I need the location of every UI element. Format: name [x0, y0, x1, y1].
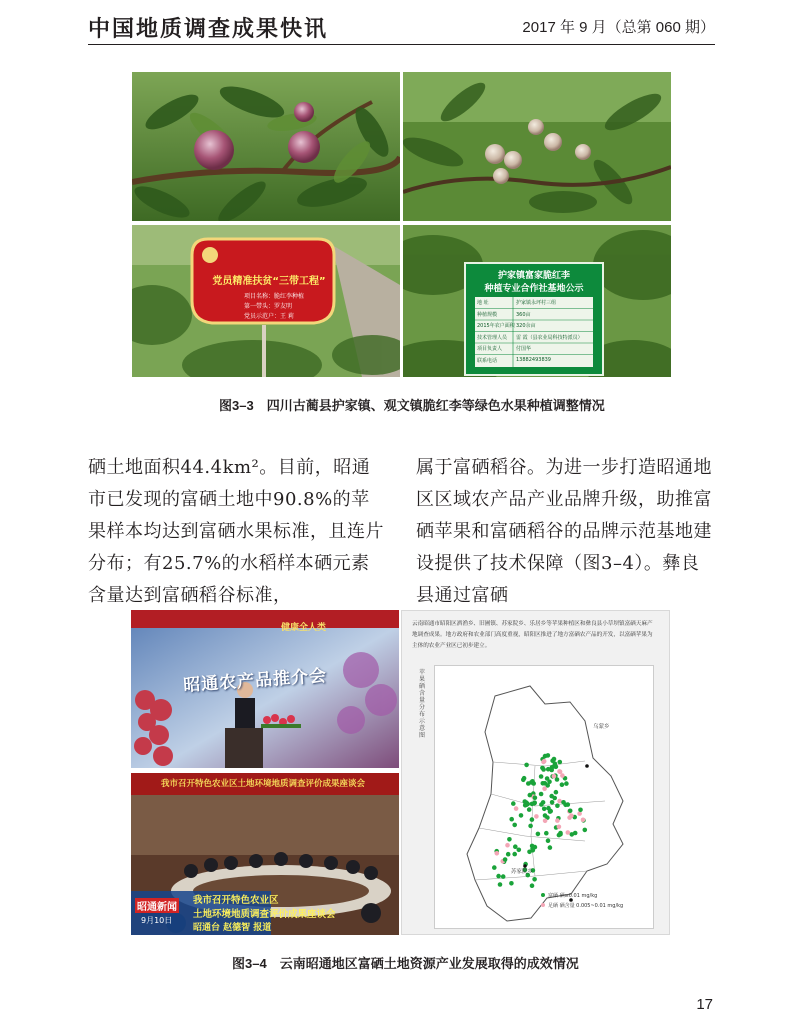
map-sample-dot	[530, 779, 535, 784]
map-sample-dot	[509, 817, 514, 822]
green-sign-row-value: 雷 霞（县农业局科技特派员）	[516, 334, 583, 341]
map-sample-dot	[578, 808, 583, 813]
map-sample-dot	[521, 778, 526, 783]
map-side-label: 苹果硒含量分布示意图	[419, 669, 426, 739]
map-sample-dot	[528, 793, 533, 798]
green-sign-row	[475, 345, 593, 355]
map-sample-dot	[566, 830, 571, 835]
legend-dot-pink	[541, 903, 545, 907]
green-sign-table	[475, 297, 593, 367]
map-sample-dot	[583, 828, 588, 833]
figure-3-4-caption: 图3–4 云南昭通地区富硒土地资源产业发展取得的成效情况	[232, 956, 579, 971]
map-sample-dot	[546, 767, 551, 772]
green-sign-row-value: 320余亩	[516, 323, 536, 329]
red-sign-line-2: 第一带头：罗友明	[244, 303, 293, 310]
green-sign-row-value: 付国华	[516, 346, 532, 352]
map-sample-dot	[546, 806, 551, 811]
green-sign-row	[475, 311, 593, 321]
green-sign-row	[475, 334, 593, 344]
map-sample-dot	[501, 874, 506, 879]
map-sample-dot	[555, 803, 560, 808]
meeting-banner-text: 我市召开特色农业区土地环境地质调查评价成果座谈会	[161, 779, 366, 789]
map-sample-dot	[498, 882, 503, 887]
map-sample-dot	[530, 817, 535, 822]
map-sample-dot	[527, 807, 532, 812]
map-sample-dot	[495, 851, 500, 856]
tv-subtitle-line-2: 土地环境地质调查评价成果座谈会	[193, 909, 336, 920]
map-sample-dot	[569, 813, 574, 818]
map-sample-dot	[547, 779, 552, 784]
map-town-label-1: 乌蒙乡	[593, 724, 610, 730]
map-town-label-2: 苏家院乡	[511, 869, 534, 875]
green-sign-row-key: 2015年农户面积	[477, 323, 515, 329]
map-sample-dot	[548, 845, 553, 850]
red-sign-title: 党员精准扶贫“三带工程”	[212, 276, 326, 287]
map-legend	[541, 892, 623, 909]
map-sample-dot	[552, 774, 557, 779]
green-sign-row-value: 护家镇永坪村三组	[516, 300, 557, 306]
green-sign-title-2: 种植专业合作社基地公示	[484, 284, 584, 294]
map-sample-dot	[536, 832, 541, 837]
body-text-right-column	[416, 452, 716, 612]
green-sign-row-key: 种植规模	[477, 311, 498, 318]
map-sample-dot	[553, 761, 558, 766]
green-sign-title-1: 护家镇富家脆红李	[497, 271, 570, 281]
green-sign-row-key: 地 址	[477, 300, 489, 306]
map-sample-dot	[539, 792, 544, 797]
map-sample-dot	[541, 767, 546, 772]
map-sample-dot	[517, 848, 522, 853]
map-sample-dot	[543, 813, 548, 818]
tv-subtitle-line-3: 昭通台 赵德智 报道	[193, 923, 272, 933]
map-sample-dot	[505, 843, 510, 848]
legend-label-2: 足硒 硒含量 0.005~0.01 mg/kg	[548, 903, 624, 909]
map-sample-dot	[541, 781, 546, 786]
map-sample-dot	[539, 802, 544, 807]
body-paragraph-left: 硒土地面积44.4km²。目前，昭通市已发现的富硒土地中90.8%的苹果样本均达到富硒水果标准，且连片分布；有25.7%的水稻样本硒元素含量达到富硒稻谷标准，	[88, 457, 384, 606]
map-sample-dot	[492, 865, 497, 870]
tv-subtitle-line-1: 我市召开特色农业区	[193, 895, 279, 906]
map-sample-dot	[513, 844, 518, 849]
map-sample-dot	[557, 799, 562, 804]
map-sample-dot	[514, 806, 519, 811]
red-sign-line-1: 项目名称：脆红李种植	[244, 293, 305, 300]
banner-title: 昭通农产品推介会	[182, 665, 328, 696]
map-description-text: 云南昭通市昭阳区洒渔乡、旧圃镇、苏家院乡、乐居乡等苹果种植区和彝良县小草坝镇富硒天麻产地调查成果。地方政府和农业部门高度重视，昭阳区推进了地方富硒农产品的开发，以富硒苹果为主体的农业产业区已初步建立。	[412, 621, 653, 649]
tv-news-logo: 昭通新闻	[135, 898, 179, 913]
map-sample-dot	[507, 837, 512, 842]
page-number: 17	[696, 996, 713, 1013]
map-sample-dot	[544, 831, 549, 836]
green-sign-row-key: 项目负责人	[477, 346, 503, 352]
legend-label-1: 富硒 硒≥0.01 mg/kg	[548, 893, 598, 899]
map-sample-dot	[543, 754, 548, 759]
map-sample-dot	[549, 794, 554, 799]
green-sign-row	[475, 322, 593, 332]
map-sample-dot	[552, 757, 557, 762]
green-sign-row	[475, 357, 593, 367]
map-sample-dot	[496, 874, 501, 879]
body-paragraph-right: 属于富硒稻谷。为进一步打造昭通地区区域农产品产业品牌升级，助推富硒苹果和富硒稻谷的品牌示范基地建设提供了技术保障（图3–4）。彝良县通过富硒	[416, 457, 712, 606]
map-sample-dot	[524, 763, 529, 768]
map-selenium-distribution	[401, 610, 670, 935]
map-sample-dot	[530, 883, 535, 888]
map-sample-dot	[581, 818, 586, 823]
map-sample-dot	[523, 799, 528, 804]
tv-news-date: 9月10日	[141, 916, 173, 925]
legend-dot-green	[541, 893, 545, 897]
map-sample-dot	[539, 774, 544, 779]
map-sample-dot	[554, 790, 559, 795]
map-sample-dot	[530, 846, 535, 851]
map-sample-dot	[560, 782, 565, 787]
green-sign-row-key: 技术管理人员	[477, 334, 508, 341]
green-sign-row-value: 360亩	[516, 311, 531, 318]
map-sample-dot	[557, 825, 562, 830]
map-sample-dot	[557, 833, 562, 838]
map-sample-dot	[511, 801, 516, 806]
map-sample-dot	[512, 823, 517, 828]
map-sample-dot	[519, 813, 524, 818]
green-sign-row	[475, 299, 593, 309]
journal-title: 中国地质调查成果快讯	[88, 16, 329, 42]
map-panel	[434, 665, 654, 929]
map-sample-dot	[534, 814, 539, 819]
map-sample-dot	[561, 800, 566, 805]
banner-slogan: 健康全人类	[281, 623, 327, 633]
map-sample-dot	[503, 857, 508, 862]
header-divider	[88, 44, 715, 45]
map-sample-dot	[568, 809, 573, 814]
map-sample-dot	[566, 802, 571, 807]
map-sample-dot	[542, 759, 547, 764]
map-sample-dot	[512, 852, 517, 857]
photo-green-cooperative-sign	[403, 225, 671, 377]
map-sample-dot	[530, 802, 535, 807]
issue-info: 2017 年 9 月（总第 060 期）	[522, 19, 715, 36]
map-sample-dot	[558, 770, 563, 775]
photo-red-party-sign	[132, 225, 400, 377]
green-sign-row-value: 13882493839	[516, 356, 551, 363]
map-sample-dot	[533, 795, 538, 800]
map-sample-dot	[542, 807, 547, 812]
map-sample-dot	[532, 877, 537, 882]
map-sample-dot	[564, 781, 569, 786]
body-text-left-column	[88, 452, 388, 612]
map-sample-dot	[558, 760, 563, 765]
figure-3-3-caption: 图3–3 四川古蔺县护家镇、观文镇脆红李等绿色水果种植调整情况	[219, 398, 605, 413]
photo-plum-orchard-branch	[403, 72, 671, 221]
map-sample-dot	[506, 852, 511, 857]
photo-promotion-conference	[131, 610, 399, 768]
map-sample-dot	[570, 832, 575, 837]
map-sample-dot	[555, 818, 560, 823]
photo-seminar-meeting	[131, 773, 399, 935]
map-sample-dot	[509, 881, 514, 886]
map-sample-dot	[528, 824, 533, 829]
photo-plum-branch-closeup	[132, 72, 400, 221]
red-sign-line-3: 党员示范户：王 莉	[244, 313, 294, 320]
map-sample-dot	[577, 811, 582, 816]
map-sample-dot	[546, 838, 551, 843]
map-sample-dot	[550, 800, 555, 805]
map-sample-dot	[543, 819, 548, 824]
green-sign-row-key: 联系电话	[477, 357, 498, 364]
